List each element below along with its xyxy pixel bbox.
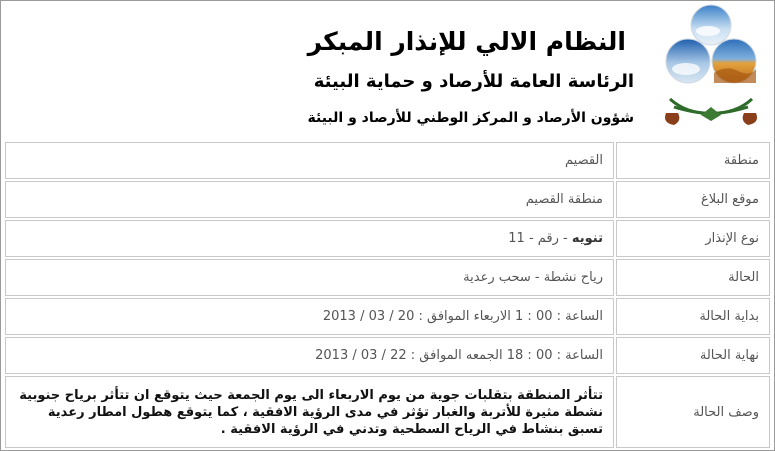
row-value-condition: رياح نشطة - سحب رعدية bbox=[5, 259, 614, 296]
table-row bbox=[5, 259, 770, 296]
row-label-start: بداية الحالة bbox=[616, 298, 770, 335]
page-header bbox=[1, 1, 774, 139]
row-label-alert-type: نوع الإنذار bbox=[616, 220, 770, 257]
table-row bbox=[5, 181, 770, 218]
page-subtitle: الرئاسة العامة للأرصاد و حماية البيئة bbox=[313, 71, 634, 92]
alert-type-number: - رقم - 11 bbox=[508, 231, 572, 246]
row-label-description: وصف الحالة bbox=[616, 376, 770, 448]
alert-type-name: تنويه bbox=[571, 231, 603, 246]
table-row bbox=[5, 376, 770, 448]
alert-details-table bbox=[3, 140, 772, 450]
row-label-condition: الحالة bbox=[616, 259, 770, 296]
row-value-report-location: منطقة القصيم bbox=[5, 181, 614, 218]
row-value-region: القصيم bbox=[5, 142, 614, 179]
page-subtitle-secondary: شؤون الأرصاد و المركز الوطني للأرصاد و البيئة bbox=[307, 110, 634, 126]
table-row bbox=[5, 220, 770, 257]
row-label-region: منطقة bbox=[616, 142, 770, 179]
row-value-end: الساعة : 00 : 18 الجمعه الموافق : 22 / 03 / 2013 bbox=[5, 337, 614, 374]
row-label-report-location: موقع البلاغ bbox=[616, 181, 770, 218]
pme-emblem-icon bbox=[656, 3, 766, 133]
row-value-alert-type bbox=[5, 220, 614, 257]
row-value-start: الساعة : 00 : 1 الاربعاء الموافق : 20 / 03 / 2013 bbox=[5, 298, 614, 335]
table-row bbox=[5, 298, 770, 335]
table-row bbox=[5, 142, 770, 179]
page-title: النظام الالي للإنذار المبكر bbox=[307, 27, 626, 56]
table-row bbox=[5, 337, 770, 374]
row-value-description: تتأثر المنطقة بتقلبات جوية من يوم الاربعاء الى يوم الجمعة حيث يتوقع ان تتأثر برياح جنوبية نشطة مثيرة للأتربة والغبار تؤثر في مدى الرؤية الافقية ، كما يتوقع هطول امطار رعدية تسبق بنشاط في الرياح السطحية وتدني في الرؤية الافقية . bbox=[5, 376, 614, 448]
row-label-end: نهاية الحالة bbox=[616, 337, 770, 374]
